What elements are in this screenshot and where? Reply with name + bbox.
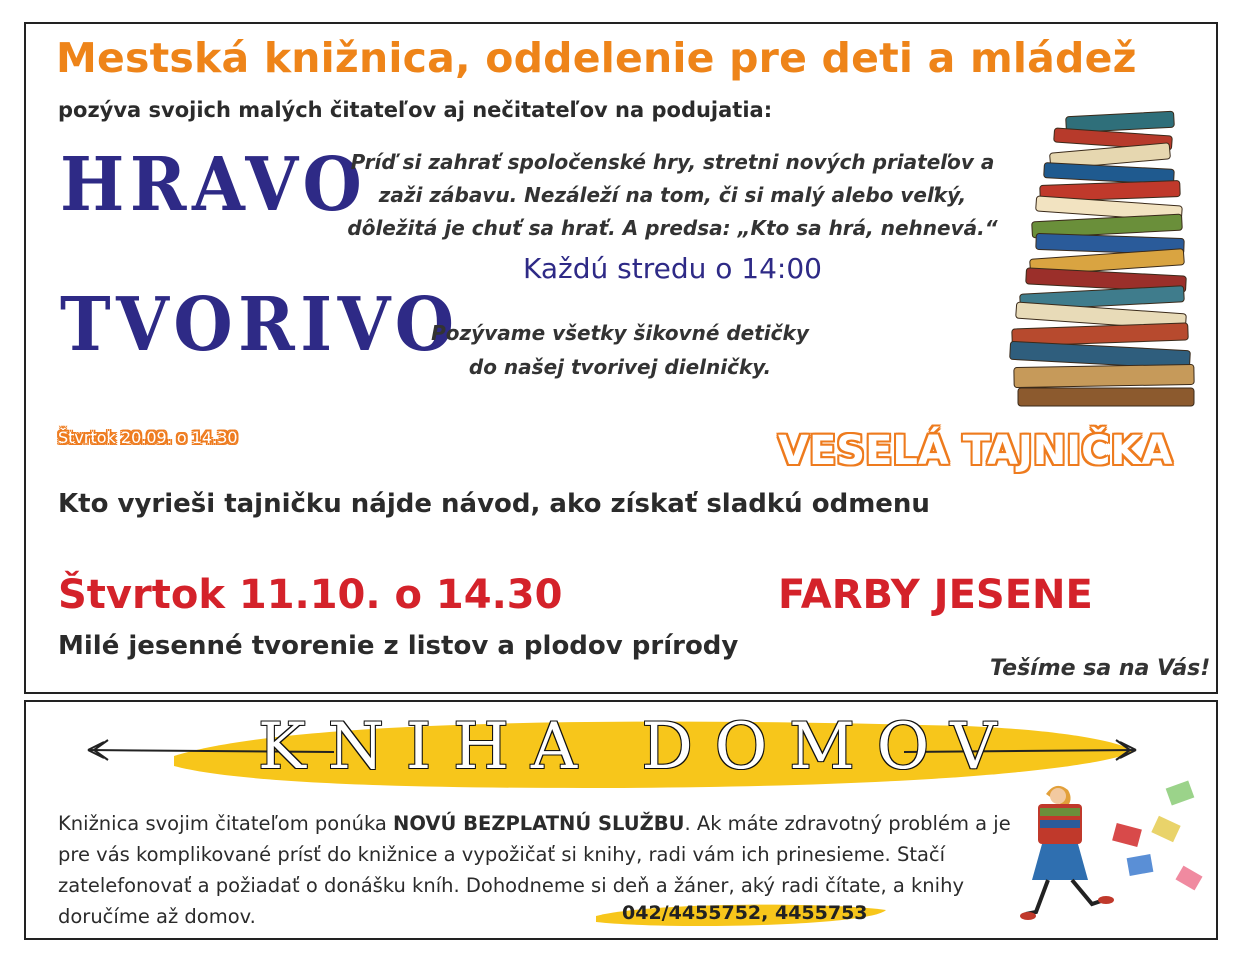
service-text-rest: . Ak máte zdravotný problém a je pre vás komplikované prísť do knižnice a vypožičať si knihy, radi vám ich prinesieme. Stačí zatelefonovať a požiadať o donášku kníh. Dohodneme si deň a žáner, aký radi čítate, a knihy doručíme až domov.	[58, 812, 1011, 928]
event-description: Kto vyrieši tajničku nájde návod, ako získať sladkú odmenu	[58, 489, 930, 519]
page-title: Mestská knižnica, oddelenie pre deti a mládež	[56, 34, 1137, 82]
page-subtitle: pozýva svojich malých čitateľov aj nečitateľov na podujatia:	[58, 98, 773, 122]
service-text-bold: NOVÚ BEZPLATNÚ SLUŽBU	[393, 812, 685, 835]
closing-note: Tešíme sa na Vás!	[990, 656, 1211, 681]
event-date: Štvrtok 20.09. o 14.30	[58, 428, 238, 447]
service-title: KNIHA DOMOV	[258, 710, 1019, 784]
service-text-lead: Knižnica svojim čitateľom ponúka	[58, 812, 394, 835]
tvorivo-heading: TVORIVO	[60, 282, 460, 368]
event-date: Štvrtok 11.10. o 14.30	[58, 572, 563, 618]
event-title: VESELÁ TAJNIČKA	[778, 428, 1173, 474]
hravo-description: Príď si zahrať spoločenské hry, stretni nových priateľov a zaži zábavu. Nezáleží na tom, či si malý alebo veľký, dôležitá je chuť sa hrať. A predsa: „Kto sa hrá, nehnevá.“	[347, 150, 998, 240]
running-reader-illustration	[1018, 776, 1212, 926]
tvorivo-description: Pozývame všetky šikovné detičky do našej tvorivej dielničky.	[431, 321, 809, 379]
event-description: Milé jesenné tvorenie z listov a plodov prírody	[58, 631, 739, 661]
book-stack-illustration	[1006, 108, 1202, 412]
phone-number: 042/4455752, 4455753	[622, 902, 868, 924]
hravo-schedule: Každú stredu o 14:00	[523, 252, 822, 285]
hravo-heading: HRAVO	[60, 142, 368, 228]
event-title: FARBY JESENE	[778, 572, 1093, 618]
